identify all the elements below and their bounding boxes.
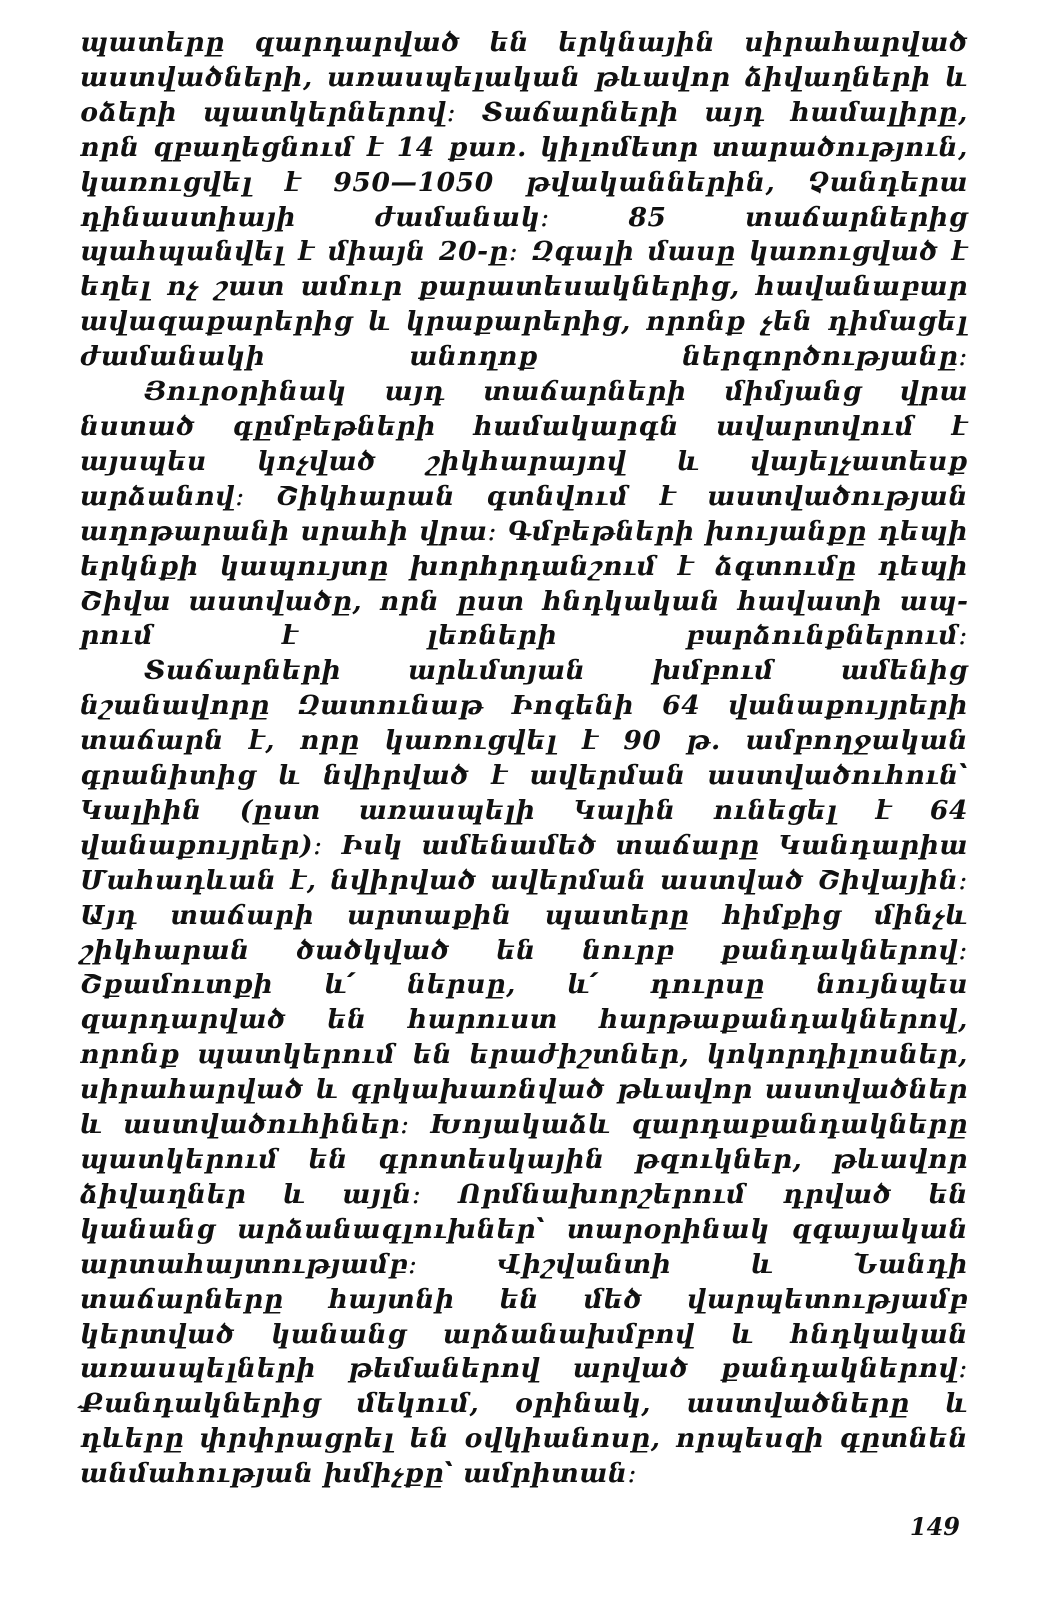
- paragraph-3: Տաճարների արևմտյան խմբում ամենից նշանավորը Զատունաթ Իոգենի 64 վանաքույրերի տաճարն է, որը կառուցվել է 90 թ. ամբողջական գրանիտից և նվիրված է ավերման աստվածուհուն՝ Կալիին (ըստ առասպելի Կալին ունեցել է 64 վանաքույրեր)։ Իսկ ամենամեծ տաճարը Կանդարիա Մահադևան է, նվիրված ավերման աստված Շիվային։ Այդ տաճարի արտաքին պատերը հիմքից մինչև շիկհարան ծածկված են նուրբ քանդակներով։ Շքամուտքի և՛ ներսը, և՛ դուրսը նույնպես զարդարված են հարուստ հարթաքանդակներով, որոնք պատկերում են երաժիշտներ, կոկորդիլոսներ, սիրահարված և գրկախառնված թևավոր աստվածներ և աստվածուհիներ։ Խոյակաձև զարդաքանդակները պատկերում են գրոտեսկային թզուկներ, թևավոր ձիվաղներ և այլն։ Որմնախորշերում դրված են կանանց արձանագլուխներ՝ տարօրինակ զգայական արտահայտությամբ։ Վիշվանտի և Նանդի տաճարները հայտնի են մեծ վարպետությամբ կերտված կանանց արձանախմբով և հնդկական առասպելների թեմաներով արված քանդակներով։ Քանդակներից մեկում, օրինակ, աստվածները և դևերը փրփրացրել են օվկիանոսը, որպեսզի գըտնեն անմահության խմիչքը՝ ամրիտան։: [80, 655, 968, 1490]
- page-number: 149: [909, 1512, 960, 1541]
- paragraph-2: Յուրօրինակ այդ տաճարների միմյանց վրա նստած գըմբեթների համակարգն ավարտվում է այսպես կոչված շիկհարայով և վայելչատեսք արձանով։ Շիկհարան գտնվում է աստվածության աղոթարանի սրահի վրա։ Գմբեթների խույանքը դեպի երկնքի կապույտը խորհրդանշում է ձգտումը դեպի Շիվա աստվածը, որն ըստ հնդկական հավատի ապրում է լեռների բարձունքներում։: [80, 376, 968, 652]
- body-text: [80, 26, 968, 1492]
- paragraph-1: պատերը զարդարված են երկնային սիրահարված աստվածների, առասպելական թևավոր ձիվաղների և օձերի պատկերներով։ Տաճարների այդ համալիրը, որն զբաղեցնում է 14 քառ. կիլոմետր տարածություն, կառուցվել է 950—1050 թվականներին, Չանդերա դինաստիայի ժամանակ։ 85 տաճարներից պահպանվել է միայն 20-ը։ Զգալի մասը կառուցված է եղել ոչ շատ ամուր քարատեսակներից, հավանաբար ավազաքարերից և կրաքարերից, որոնք չեն դիմացել ժամանակի անողոք ներգործությանը։: [80, 27, 968, 373]
